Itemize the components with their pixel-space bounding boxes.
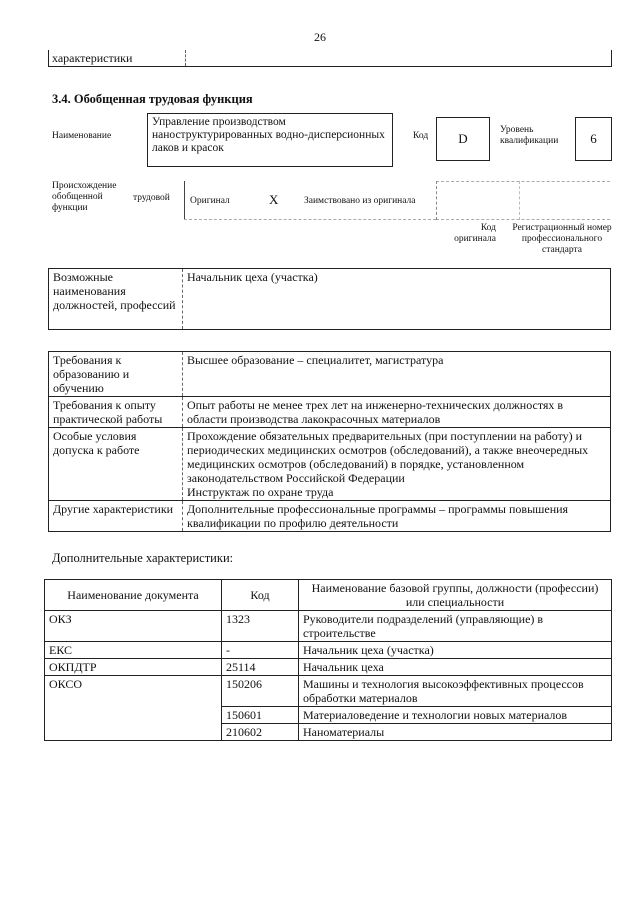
additional-table (44, 579, 612, 741)
row-name: Машины и технология высокоэффективных процессов обработки материалов (299, 676, 612, 707)
positions-label: Возможные наименования должностей, профессий (49, 269, 183, 330)
table-row (45, 676, 612, 707)
code-original-label: Код оригинала (454, 223, 496, 244)
code-box (436, 117, 490, 161)
row-name: Начальник цеха (участка) (299, 642, 612, 659)
row-name: Руководители подразделений (управляющие) в строительстве (299, 611, 612, 642)
row-code: - (222, 642, 299, 659)
additional-title: Дополнительные характеристики: (52, 551, 234, 565)
origin-label-trudovoy: трудовой (133, 193, 170, 203)
code-label: Код (413, 131, 429, 141)
positions-value: Начальник цеха (участка) (183, 269, 611, 330)
additional-header-row (45, 580, 612, 611)
origin-label-line-2: обобщенной (52, 192, 103, 202)
origin-label (52, 181, 116, 214)
function-name-box (147, 113, 393, 167)
original-mark: X (269, 192, 279, 207)
row-doc: ОКПДТР (45, 659, 222, 676)
table-row (45, 642, 612, 659)
requirements-table (48, 351, 611, 532)
row-code: 150206 (222, 676, 299, 707)
row-name: Наноматериалы (299, 724, 612, 741)
origin-label-line-1: Происхождение (52, 181, 117, 191)
req-other-value: Дополнительные профессиональные программы – программы повышения квалификации по профилю деятельности (183, 501, 611, 532)
header-code: Код (222, 580, 299, 611)
level-box (575, 117, 612, 161)
top-row-label: характеристики (52, 51, 133, 65)
row-name: Начальник цеха (299, 659, 612, 676)
name-label: Наименование (52, 131, 112, 141)
page-number: 26 (314, 30, 326, 44)
row-code: 25114 (222, 659, 299, 676)
table-row (45, 659, 612, 676)
req-experience-label: Требования к опыту практической работы (49, 397, 183, 428)
row-doc: ОКЗ (45, 611, 222, 642)
req-conditions-label: Особые условия допуска к работе (49, 428, 183, 501)
row-code: 210602 (222, 724, 299, 741)
level-label: Уровень квалификации (500, 125, 559, 146)
origin-label-line-3: функции (52, 203, 88, 213)
header-doc: Наименование документа (45, 580, 222, 611)
req-conditions-value: Прохождение обязательных предварительных (при поступлении на работу) и периодических медицинских осмотров (обследований), а также внеочередных медицинских осмотров (обследований) в порядке, установленном законодательством Российской Федерации (187, 429, 589, 485)
req-other-label: Другие характеристики (49, 501, 183, 532)
row-code: 1323 (222, 611, 299, 642)
table-row (45, 611, 612, 642)
top-continuation-row (48, 50, 612, 67)
header-name: Наименование базовой группы, должности (профессии) или специальности (299, 580, 612, 611)
function-name-value: Управление производством наноструктурированных водно-дисперсионных лаков и красок (152, 116, 385, 154)
row-code: 150601 (222, 707, 299, 724)
row-doc: ОКСО (45, 676, 222, 741)
req-education-value: Высшее образование – специалитет, магистратура (183, 352, 611, 397)
code-value: D (458, 131, 468, 146)
reg-number-label: Регистрационный номер профессионального стандарта (512, 223, 612, 255)
row-name: Материаловедение и технологии новых материалов (299, 707, 612, 724)
positions-table (48, 268, 611, 330)
req-education-label: Требования к образованию и обучению (49, 352, 183, 397)
req-experience-value: Опыт работы не менее трех лет на инженерно-технических должностях в области производства лакокрасочных материалов (183, 397, 611, 428)
level-value: 6 (590, 131, 597, 146)
section-title: 3.4. Обобщенная трудовая функция (52, 92, 253, 106)
borrowed-label: Заимствовано из оригинала (304, 196, 416, 206)
row-doc: ЕКС (45, 642, 222, 659)
req-conditions-value-2: Инструктаж по охране труда (187, 485, 334, 499)
original-label: Оригинал (190, 196, 230, 206)
